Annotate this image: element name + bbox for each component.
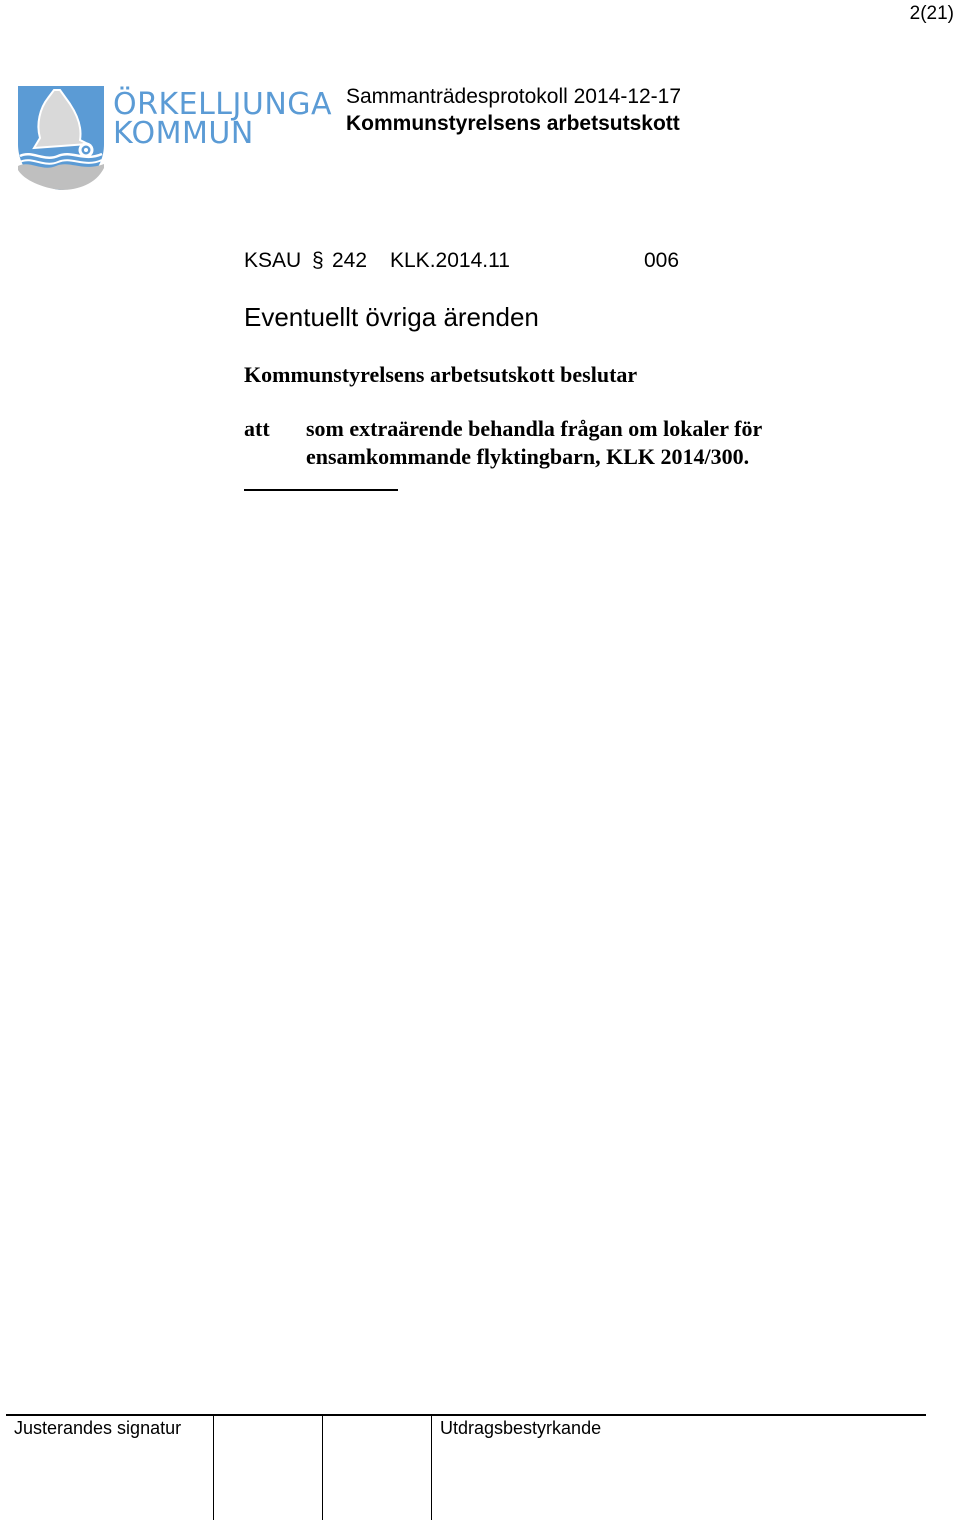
committee-heading: Kommunstyrelsens arbetsutskott	[346, 112, 680, 135]
decision-line-2: ensamkommande flyktingbarn, KLK 2014/300.	[306, 444, 750, 469]
committee-code: KSAU	[244, 249, 302, 272]
page-number: 2(21)	[909, 3, 954, 24]
footer-rule	[6, 1414, 926, 1416]
logo-line2: KOMMUN	[113, 116, 254, 151]
case-number: KLK.2014.11	[390, 249, 510, 272]
bell-shield-emblem-icon	[16, 84, 106, 192]
footer-divider	[322, 1415, 323, 1520]
certification-label: Utdragsbestyrkande	[440, 1418, 602, 1438]
page-title: Eventuellt övriga ärenden	[244, 302, 539, 332]
decision-att: att	[244, 416, 270, 441]
footer-divider	[213, 1415, 214, 1520]
end-rule	[244, 489, 398, 491]
footer-divider	[431, 1415, 432, 1520]
decision-text	[306, 415, 826, 471]
decision-heading: Kommunstyrelsens arbetsutskott beslutar	[244, 362, 638, 387]
logo-line1: ÖRKELLJUNGA	[113, 87, 333, 122]
section-symbol: §	[312, 249, 324, 272]
decision-line-1: som extraärende behandla frågan om lokaler för	[306, 416, 763, 441]
archive-code: 006	[644, 249, 680, 272]
paragraph-number: 242	[332, 249, 368, 272]
signature-label: Justerandes signatur	[14, 1418, 182, 1438]
protocol-heading: Sammanträdesprotokoll 2014-12-17	[346, 85, 682, 108]
